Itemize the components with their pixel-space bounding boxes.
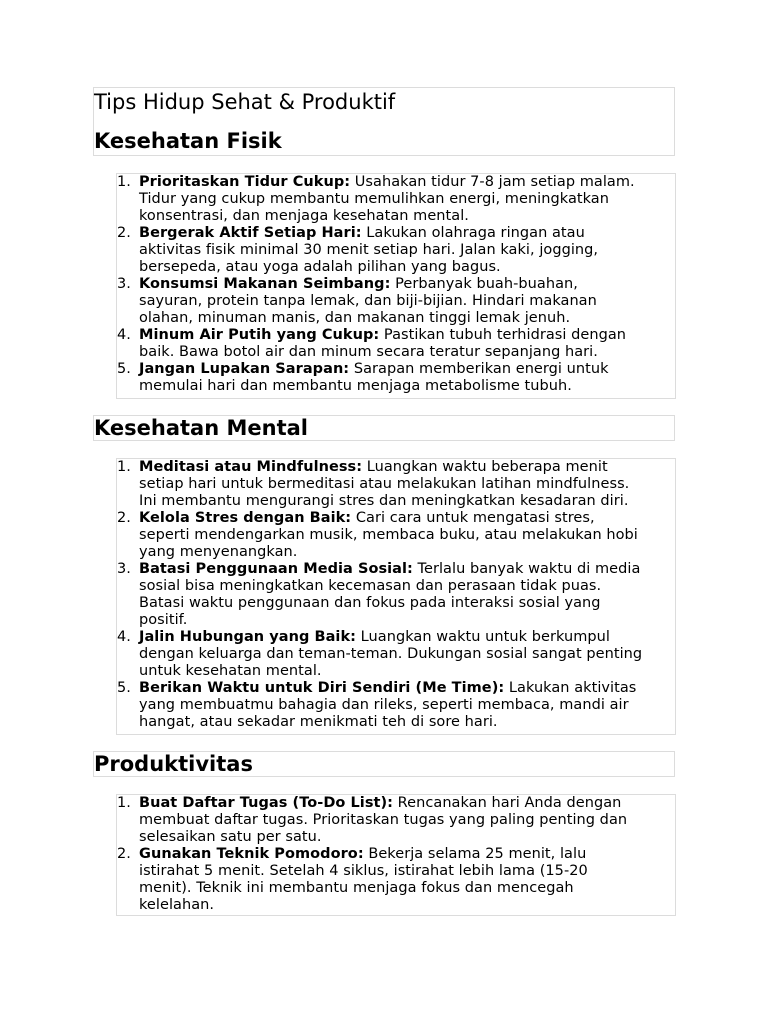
- item-text: Cari cara untuk mengatasi stres,: [351, 510, 595, 526]
- item-title: Bergerak Aktif Setiap Hari:: [139, 225, 362, 241]
- item-number: 1.: [117, 174, 131, 190]
- item-text: dengan keluarga dan teman-teman. Dukungan sosial sangat penting: [139, 646, 643, 662]
- item-text: positif.: [139, 612, 188, 628]
- item-text: setiap hari untuk bermeditasi atau melakukan latihan mindfulness.: [139, 476, 630, 492]
- item-text: yang menyenangkan.: [139, 544, 298, 560]
- item-text: menit). Teknik ini membantu menjaga fokus dan mencegah: [139, 880, 574, 896]
- item-text: konsentrasi, dan menjaga kesehatan mental.: [139, 208, 469, 224]
- item-text: selesaikan satu per satu.: [139, 829, 322, 845]
- item-number: 2.: [117, 225, 131, 241]
- item-number: 5.: [117, 361, 131, 377]
- list-kesehatan-fisik: [116, 173, 676, 399]
- list-item: [117, 795, 675, 846]
- item-text: Usahakan tidur 7-8 jam setiap malam.: [350, 174, 635, 190]
- item-text: Lakukan olahraga ringan atau: [361, 225, 585, 241]
- item-title: Gunakan Teknik Pomodoro:: [139, 846, 364, 862]
- list-item: [117, 361, 675, 395]
- ordered-list: [117, 795, 675, 914]
- item-text: yang membuatmu bahagia dan rileks, seperti membaca, mandi air: [139, 697, 629, 713]
- item-number: 3.: [117, 561, 131, 577]
- list-item: [117, 629, 675, 680]
- header-box: [93, 87, 675, 156]
- item-number: 1.: [117, 459, 131, 475]
- heading-box-produktivitas: [93, 751, 675, 777]
- item-text: olahan, minuman manis, dan makanan tinggi lemak jenuh.: [139, 310, 571, 326]
- item-text: Perbanyak buah-buahan,: [390, 276, 578, 292]
- list-item: [117, 561, 675, 629]
- list-produktivitas: [116, 794, 676, 916]
- list-item: [117, 174, 675, 225]
- list-item: [117, 680, 675, 731]
- list-item: [117, 459, 675, 510]
- list-item: [117, 510, 675, 561]
- item-number: 2.: [117, 846, 131, 862]
- item-text: Sarapan memberikan energi untuk: [349, 361, 609, 377]
- item-text: Rencanakan hari Anda dengan: [393, 795, 622, 811]
- item-text: sosial bisa meningkatkan kecemasan dan perasaan tidak puas.: [139, 578, 602, 594]
- item-number: 3.: [117, 276, 131, 292]
- item-number: 5.: [117, 680, 131, 696]
- item-title: Meditasi atau Mindfulness:: [139, 459, 363, 475]
- item-number: 2.: [117, 510, 131, 526]
- item-title: Kelola Stres dengan Baik:: [139, 510, 352, 526]
- item-text: aktivitas fisik minimal 30 menit setiap hari. Jalan kaki, jogging,: [139, 242, 599, 258]
- item-title: Prioritaskan Tidur Cukup:: [139, 174, 351, 190]
- item-text: Terlalu banyak waktu di media: [412, 561, 641, 577]
- item-number: 1.: [117, 795, 131, 811]
- item-text: seperti mendengarkan musik, membaca buku, atau melakukan hobi: [139, 527, 638, 543]
- item-text: Batasi waktu penggunaan dan fokus pada interaksi sosial yang: [139, 595, 601, 611]
- item-title: Jangan Lupakan Sarapan:: [139, 361, 350, 377]
- item-text: Bekerja selama 25 menit, lalu: [363, 846, 587, 862]
- item-text: Luangkan waktu untuk berkumpul: [356, 629, 610, 645]
- ordered-list: [117, 174, 675, 395]
- item-text: Ini membantu mengurangi stres dan meningkatkan kesadaran diri.: [139, 493, 629, 509]
- item-text: membuat daftar tugas. Prioritaskan tugas yang paling penting dan: [139, 812, 628, 828]
- list-item: [117, 276, 675, 327]
- item-title: Buat Daftar Tugas (To-Do List):: [139, 795, 394, 811]
- item-text: Tidur yang cukup membantu memulihkan energi, meningkatkan: [139, 191, 609, 207]
- section-heading-kesehatan-fisik: Kesehatan Fisik: [94, 129, 282, 153]
- item-title: Konsumsi Makanan Seimbang:: [139, 276, 391, 292]
- item-text: bersepeda, atau yoga adalah pilihan yang bagus.: [139, 259, 501, 275]
- list-kesehatan-mental: [116, 458, 676, 735]
- item-text: baik. Bawa botol air dan minum secara teratur sepanjang hari.: [139, 344, 598, 360]
- item-number: 4.: [117, 327, 131, 343]
- section-heading-kesehatan-mental: Kesehatan Mental: [94, 416, 308, 440]
- item-text: kelelahan.: [139, 897, 215, 913]
- ordered-list: [117, 459, 675, 731]
- item-text: Luangkan waktu beberapa menit: [362, 459, 608, 475]
- list-item: [117, 327, 675, 361]
- item-text: Lakukan aktivitas: [504, 680, 637, 696]
- item-title: Jalin Hubungan yang Baik:: [139, 629, 356, 645]
- list-item: [117, 846, 675, 914]
- item-text: sayuran, protein tanpa lemak, dan biji-bijian. Hindari makanan: [139, 293, 597, 309]
- item-text: Pastikan tubuh terhidrasi dengan: [379, 327, 627, 343]
- item-title: Batasi Penggunaan Media Sosial:: [139, 561, 413, 577]
- section-heading-produktivitas: Produktivitas: [94, 752, 253, 776]
- document-title: Tips Hidup Sehat & Produktif: [94, 90, 396, 114]
- list-item: [117, 225, 675, 276]
- item-text: untuk kesehatan mental.: [139, 663, 322, 679]
- item-text: istirahat 5 menit. Setelah 4 siklus, istirahat lebih lama (15-20: [139, 863, 588, 879]
- item-title: Minum Air Putih yang Cukup:: [139, 327, 380, 343]
- heading-box-kesehatan-mental: [93, 415, 675, 441]
- item-text: memulai hari dan membantu menjaga metabolisme tubuh.: [139, 378, 572, 394]
- item-number: 4.: [117, 629, 131, 645]
- item-text: hangat, atau sekadar menikmati teh di sore hari.: [139, 714, 498, 730]
- item-title: Berikan Waktu untuk Diri Sendiri (Me Time):: [139, 680, 505, 696]
